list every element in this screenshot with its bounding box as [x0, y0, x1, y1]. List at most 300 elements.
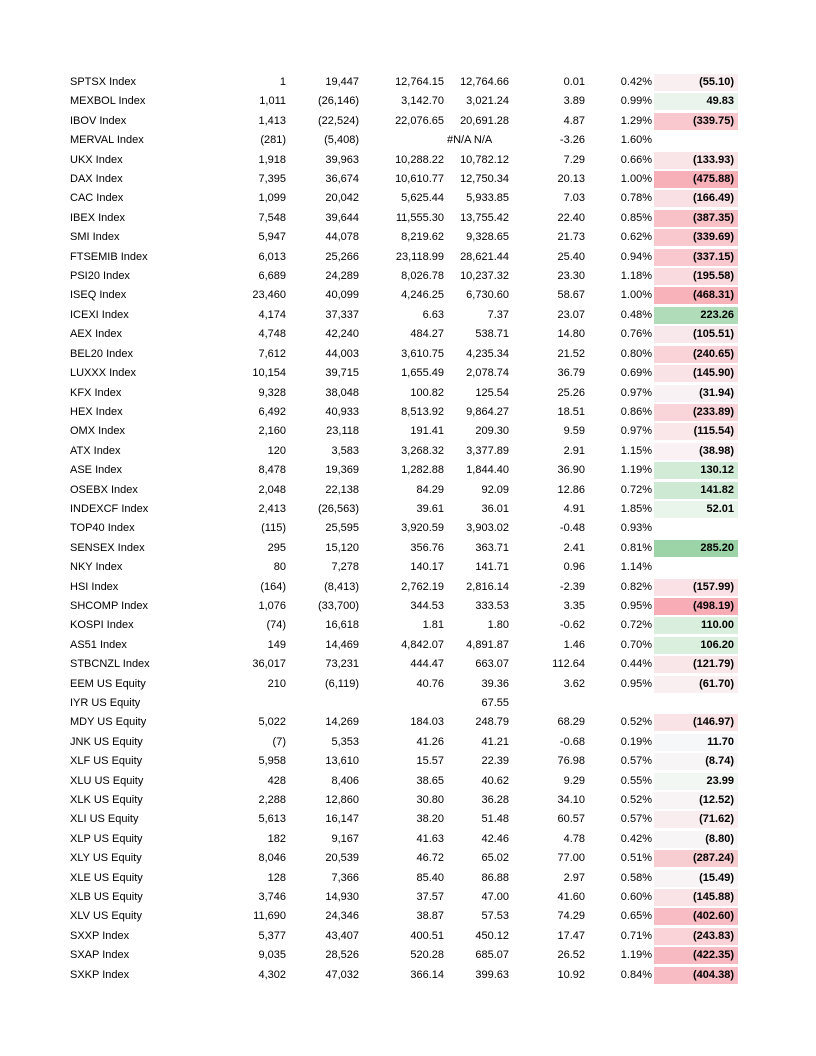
- value-cell: 1,844.40: [466, 464, 509, 477]
- value-cell: 12,764.15: [395, 76, 444, 88]
- value-cell: (33,700): [318, 599, 359, 612]
- value-cell: 7,612: [258, 347, 286, 360]
- value-cell: 25.26: [557, 386, 585, 399]
- value-cell: 0.60%: [620, 891, 652, 904]
- value-cell: 3.35: [563, 599, 585, 612]
- value-cell: 140.17: [410, 561, 444, 574]
- value-cell: 333.53: [475, 599, 509, 612]
- value-cell: 0.94%: [620, 250, 652, 263]
- pnl-cell: (38.98): [654, 443, 738, 460]
- table-row: [62, 830, 742, 849]
- value-cell: 10,237.32: [460, 270, 509, 283]
- table-row: [62, 927, 742, 946]
- value-cell: 5,947: [258, 231, 286, 244]
- value-cell: 4,891.87: [466, 638, 509, 651]
- value-cell: 4,246.25: [401, 289, 444, 302]
- value-cell: 16,618: [325, 619, 359, 632]
- table-row: [62, 636, 742, 655]
- table-row: [62, 772, 742, 791]
- value-cell: 363.71: [475, 541, 509, 554]
- value-cell: 19,447: [325, 76, 359, 88]
- value-cell: 344.53: [410, 599, 444, 612]
- value-cell: 1,011: [259, 95, 286, 108]
- value-cell: 36.79: [557, 367, 585, 380]
- value-cell: 120: [267, 444, 286, 457]
- value-cell: 6,013: [258, 250, 286, 263]
- value-cell: 3,142.70: [401, 95, 444, 108]
- value-cell: 399.63: [475, 968, 509, 981]
- ticker-cell: SXXP Index: [70, 929, 130, 942]
- value-cell: 86.88: [481, 871, 509, 884]
- value-cell: 7.37: [487, 308, 509, 321]
- ticker-cell: KOSPI Index: [70, 619, 134, 632]
- pnl-cell: (195.58): [654, 268, 738, 285]
- value-cell: 23.07: [557, 308, 585, 321]
- table-row: [62, 481, 742, 500]
- table-row: [62, 73, 742, 92]
- value-cell: 38.87: [416, 910, 444, 923]
- value-cell: 14,930: [325, 891, 359, 904]
- pnl-cell: (61.70): [654, 676, 738, 693]
- value-cell: 47,032: [325, 968, 359, 981]
- value-cell: 0.66%: [620, 153, 652, 166]
- value-cell: 8,046: [258, 852, 286, 865]
- table-row: [62, 558, 742, 577]
- value-cell: 3.62: [563, 677, 585, 690]
- value-cell: 38,048: [325, 386, 359, 399]
- value-cell: 2,413: [258, 502, 286, 515]
- value-cell: 46.72: [416, 852, 444, 865]
- value-cell: 41.21: [481, 735, 509, 748]
- ticker-cell: JNK US Equity: [70, 735, 143, 748]
- value-cell: 42,240: [325, 328, 359, 341]
- pnl-cell: 223.26: [654, 307, 738, 324]
- ticker-cell: AS51 Index: [70, 638, 127, 651]
- value-cell: 19,369: [325, 464, 359, 477]
- value-cell: 60.57: [557, 813, 585, 826]
- value-cell: 191.41: [410, 425, 444, 438]
- pnl-cell: 11.70: [654, 734, 738, 751]
- value-cell: 0.42%: [620, 832, 652, 845]
- value-cell: 112.64: [552, 658, 585, 671]
- value-cell: 37,337: [325, 308, 359, 321]
- value-cell: 92.09: [481, 483, 509, 496]
- value-cell: 125.54: [475, 386, 509, 399]
- value-cell: 39,715: [325, 367, 359, 380]
- value-cell: 9,328.65: [466, 231, 509, 244]
- value-cell: 0.72%: [620, 619, 652, 632]
- value-cell: 9,864.27: [466, 405, 509, 418]
- value-cell: (6,119): [324, 677, 359, 690]
- value-cell: 0.65%: [620, 910, 652, 923]
- value-cell: 0.99%: [620, 95, 652, 108]
- pnl-cell: (121.79): [654, 656, 738, 673]
- ticker-cell: STBCNZL Index: [70, 658, 150, 671]
- value-cell: 0.19%: [620, 735, 652, 748]
- value-cell: 22,138: [325, 483, 359, 496]
- pnl-cell: (287.24): [654, 850, 738, 867]
- value-cell: 4,748: [258, 328, 286, 341]
- table-row: [62, 597, 742, 616]
- pnl-cell: 52.01: [654, 501, 738, 518]
- value-cell: 47.00: [481, 891, 509, 904]
- value-cell: 44,003: [325, 347, 359, 360]
- table-row: [62, 946, 742, 965]
- value-cell: 0.55%: [620, 774, 652, 787]
- ticker-cell: UKX Index: [70, 153, 123, 166]
- value-cell: 42.46: [481, 832, 509, 845]
- table-row: [62, 869, 742, 888]
- value-cell: 76.98: [557, 755, 585, 768]
- value-cell: 1,655.49: [401, 367, 444, 380]
- ticker-cell: XLK US Equity: [70, 794, 143, 807]
- value-cell: 2.41: [563, 541, 585, 554]
- value-cell: 0.69%: [620, 367, 652, 380]
- value-cell: 184.03: [410, 716, 444, 729]
- table-row: [62, 849, 742, 868]
- value-cell: 3,903.02: [466, 522, 509, 535]
- value-cell: 28,526: [325, 949, 359, 962]
- value-cell: 41.26: [416, 735, 444, 748]
- pnl-cell: (404.38): [654, 967, 738, 984]
- value-cell: 10,154: [252, 367, 286, 380]
- value-cell: 25,595: [325, 522, 359, 535]
- value-cell: 22.39: [481, 755, 509, 768]
- value-cell: 25,266: [325, 250, 359, 263]
- table-row: [62, 422, 742, 441]
- value-cell: 5,377: [258, 929, 286, 942]
- value-cell: 0.52%: [620, 716, 652, 729]
- value-cell: 1.15%: [620, 444, 652, 457]
- value-cell: -3.26: [559, 134, 585, 147]
- value-cell: 0.86%: [620, 405, 652, 418]
- ticker-cell: IBEX Index: [70, 211, 126, 224]
- pnl-cell: (339.69): [654, 229, 738, 246]
- table-row: [62, 228, 742, 247]
- value-cell: 0.48%: [620, 308, 652, 321]
- ticker-cell: XLB US Equity: [70, 891, 143, 904]
- table-row: [62, 616, 742, 635]
- table-row: [62, 131, 742, 150]
- value-cell: 9,328: [258, 386, 286, 399]
- value-cell: 80: [273, 561, 286, 574]
- value-cell: 57.53: [481, 910, 509, 923]
- table-row: [62, 752, 742, 771]
- value-cell: 36,017: [252, 658, 286, 671]
- value-cell: 12,860: [325, 794, 359, 807]
- value-cell: 0.44%: [620, 658, 652, 671]
- value-cell: 36.90: [557, 464, 585, 477]
- ticker-cell: SHCOMP Index: [70, 599, 149, 612]
- pnl-cell: (422.35): [654, 947, 738, 964]
- value-cell: 6,730.60: [466, 289, 509, 302]
- value-cell: 0.85%: [620, 211, 652, 224]
- value-cell: 7.29: [563, 153, 585, 166]
- ticker-cell: AEX Index: [70, 328, 122, 341]
- value-cell: 12,750.34: [460, 173, 509, 186]
- value-cell: 1.80: [487, 619, 509, 632]
- value-cell: 10,610.77: [395, 173, 444, 186]
- value-cell: 149: [267, 638, 286, 651]
- value-cell: 3,268.32: [401, 444, 444, 457]
- ticker-cell: IBOV Index: [70, 114, 127, 127]
- pnl-cell: (15.49): [654, 870, 738, 887]
- value-cell: 58.67: [557, 289, 585, 302]
- value-cell: 0.01: [563, 76, 585, 88]
- value-cell: 21.52: [557, 347, 585, 360]
- table-row: [62, 151, 742, 170]
- value-cell: 30.80: [416, 794, 444, 807]
- value-cell: 5,022: [258, 716, 286, 729]
- value-cell: (5,408): [324, 134, 359, 147]
- value-cell: 40.62: [481, 774, 509, 787]
- ticker-cell: XLF US Equity: [70, 755, 143, 768]
- value-cell: 0.95%: [620, 599, 652, 612]
- value-cell: 685.07: [475, 949, 509, 962]
- ticker-cell: SXAP Index: [70, 949, 130, 962]
- pnl-cell: (55.10): [654, 74, 738, 91]
- value-cell: 7,395: [258, 173, 286, 186]
- value-cell: 1.60%: [620, 134, 652, 147]
- value-cell: 141.71: [475, 561, 509, 574]
- value-cell: 1,076: [258, 599, 286, 612]
- value-cell: 3,920.59: [401, 522, 444, 535]
- value-cell: 10,782.12: [460, 153, 509, 166]
- value-cell: 13,610: [325, 755, 359, 768]
- pnl-cell: (468.31): [654, 287, 738, 304]
- ticker-cell: PSI20 Index: [70, 270, 130, 283]
- value-cell: 1,918: [258, 153, 286, 166]
- value-cell: 428: [267, 774, 286, 787]
- value-cell: 65.02: [481, 852, 509, 865]
- value-cell: 3,021.24: [466, 95, 509, 108]
- value-cell: 5,958: [258, 755, 286, 768]
- value-cell: -2.39: [559, 580, 585, 593]
- pnl-cell: 49.83: [654, 93, 738, 110]
- pnl-cell: (339.75): [654, 113, 738, 130]
- pnl-cell: [654, 695, 738, 712]
- table-row: [62, 170, 742, 189]
- value-cell: 0.70%: [620, 638, 652, 651]
- table-row: [62, 888, 742, 907]
- pnl-cell: (31.94): [654, 385, 738, 402]
- pnl-cell: (71.62): [654, 811, 738, 828]
- pnl-cell: 110.00: [654, 617, 738, 634]
- value-cell: 2.91: [563, 444, 585, 457]
- value-cell: 12,764.66: [460, 76, 509, 88]
- pnl-cell: (240.65): [654, 346, 738, 363]
- value-cell: 1.46: [563, 638, 585, 651]
- ticker-cell: OSEBX Index: [70, 483, 138, 496]
- value-cell: 484.27: [410, 328, 444, 341]
- value-cell: 74.29: [557, 910, 585, 923]
- pnl-cell: (402.60): [654, 908, 738, 925]
- value-cell: 1,282.88: [401, 464, 444, 477]
- ticker-cell: HSI Index: [70, 580, 119, 593]
- value-cell: 3,377.89: [466, 444, 509, 457]
- table-row: [62, 655, 742, 674]
- value-cell: 15,120: [325, 541, 359, 554]
- value-cell: 17.47: [557, 929, 585, 942]
- value-cell: 14,269: [325, 716, 359, 729]
- ticker-cell: ATX Index: [70, 444, 121, 457]
- ticker-cell: INDEXCF Index: [70, 502, 149, 515]
- table-row: [62, 539, 742, 558]
- value-cell: 51.48: [481, 813, 509, 826]
- value-cell: 41.60: [557, 891, 585, 904]
- value-cell: 44,078: [325, 231, 359, 244]
- value-cell: 4.87: [563, 114, 585, 127]
- table-row: [62, 713, 742, 732]
- value-cell: 0.57%: [620, 755, 652, 768]
- value-cell: 38.65: [416, 774, 444, 787]
- value-cell: 0.52%: [620, 794, 652, 807]
- value-cell: 1,413: [258, 114, 286, 127]
- value-cell: 400.51: [410, 929, 444, 942]
- value-cell: 0.57%: [620, 813, 652, 826]
- value-cell: 39.61: [416, 502, 444, 515]
- value-cell: 7,366: [331, 871, 359, 884]
- pnl-cell: 106.20: [654, 637, 738, 654]
- value-cell: 20,539: [325, 852, 359, 865]
- table-row: [62, 345, 742, 364]
- value-cell: 0.72%: [620, 483, 652, 496]
- value-cell: 36,674: [325, 173, 359, 186]
- pnl-cell: (115.54): [654, 423, 738, 440]
- value-cell: 248.79: [475, 716, 509, 729]
- table-row: [62, 442, 742, 461]
- value-cell: 7,278: [331, 561, 359, 574]
- value-cell: 85.40: [416, 871, 444, 884]
- table-row: [62, 733, 742, 752]
- pnl-cell: (105.51): [654, 326, 738, 343]
- pnl-cell: (12.52): [654, 792, 738, 809]
- value-cell: 38.20: [416, 813, 444, 826]
- value-cell: 8,513.92: [401, 405, 444, 418]
- value-cell: 15.57: [416, 755, 444, 768]
- value-cell: 2.97: [563, 871, 585, 884]
- value-cell: 21.73: [557, 231, 585, 244]
- value-cell: 2,078.74: [466, 367, 509, 380]
- value-cell: 16,147: [325, 813, 359, 826]
- value-cell: 23,118.99: [395, 250, 444, 263]
- pnl-cell: (157.99): [654, 579, 738, 596]
- value-cell: 36.01: [481, 502, 509, 515]
- ticker-cell: FTSEMIB Index: [70, 250, 148, 263]
- value-cell: 22.40: [557, 211, 585, 224]
- value-cell: 0.51%: [620, 852, 652, 865]
- pnl-cell: (387.35): [654, 210, 738, 227]
- value-cell: 1.14%: [620, 561, 652, 574]
- value-cell: 4,302: [258, 968, 286, 981]
- value-cell: 20,691.28: [460, 114, 509, 127]
- value-cell: 1.19%: [620, 949, 652, 962]
- table-row: [62, 675, 742, 694]
- value-cell: 24,346: [325, 910, 359, 923]
- value-cell: 36.28: [481, 794, 509, 807]
- value-cell: 0.82%: [620, 580, 652, 593]
- value-cell: 23.30: [557, 270, 585, 283]
- value-cell: 1.81: [422, 619, 444, 632]
- value-cell: 84.29: [416, 483, 444, 496]
- value-cell: -0.48: [559, 522, 585, 535]
- value-cell: 3,583: [331, 444, 359, 457]
- value-cell: 128: [267, 871, 286, 884]
- ticker-cell: SPTSX Index: [70, 76, 137, 88]
- pnl-cell: (166.49): [654, 190, 738, 207]
- table-row: [62, 267, 742, 286]
- value-cell: 4.91: [563, 502, 585, 515]
- value-cell: 0.80%: [620, 347, 652, 360]
- value-cell: 1.85%: [620, 502, 652, 515]
- ticker-cell: EEM US Equity: [70, 677, 146, 690]
- ticker-cell: XLY US Equity: [70, 852, 142, 865]
- value-cell: 450.12: [475, 929, 509, 942]
- pnl-cell: 285.20: [654, 540, 738, 557]
- value-cell: 9.29: [563, 774, 585, 787]
- ticker-cell: SENSEX Index: [70, 541, 145, 554]
- value-cell: 0.84%: [620, 968, 652, 981]
- value-cell: (7): [272, 735, 286, 748]
- pnl-cell: (243.83): [654, 928, 738, 945]
- table-row: [62, 810, 742, 829]
- value-cell: 67.55: [481, 697, 509, 709]
- value-cell: 40,933: [325, 405, 359, 418]
- table-row: [62, 189, 742, 208]
- table-row: [62, 384, 742, 403]
- value-cell: 23,460: [252, 289, 286, 302]
- ticker-cell: XLP US Equity: [70, 832, 143, 845]
- value-cell: 0.76%: [620, 328, 652, 341]
- pnl-cell: (8.74): [654, 753, 738, 770]
- ticker-cell: OMX Index: [70, 425, 126, 438]
- pnl-cell: 141.82: [654, 482, 738, 499]
- value-cell: 663.07: [475, 658, 509, 671]
- value-cell: 209.30: [475, 425, 509, 438]
- value-cell: 8,478: [258, 464, 286, 477]
- value-cell: 5,625.44: [401, 192, 444, 205]
- table-row: [62, 791, 742, 810]
- value-cell: 6,492: [258, 405, 286, 418]
- table-row: [62, 248, 742, 267]
- value-cell: 4,842.07: [401, 638, 444, 651]
- pnl-cell: (475.88): [654, 171, 738, 188]
- ticker-cell: ICEXI Index: [70, 308, 129, 321]
- value-cell: 7,548: [258, 211, 286, 224]
- value-cell: 100.82: [410, 386, 444, 399]
- value-cell: 5,613: [258, 813, 286, 826]
- table-row: [62, 519, 742, 538]
- value-cell: (26,563): [318, 502, 359, 515]
- table-row: [62, 112, 742, 131]
- value-cell: 8,219.62: [401, 231, 444, 244]
- value-cell: 0.81%: [620, 541, 652, 554]
- value-cell: 11,690: [253, 910, 286, 923]
- ticker-cell: CAC Index: [70, 192, 124, 205]
- pnl-cell: (498.19): [654, 598, 738, 615]
- spreadsheet: [62, 73, 742, 985]
- value-cell: 1.00%: [620, 289, 652, 302]
- value-cell: 5,353: [331, 735, 359, 748]
- table-row: [62, 966, 742, 985]
- ticker-cell: ISEQ Index: [70, 289, 127, 302]
- value-cell: 2,160: [258, 425, 286, 438]
- ticker-cell: XLU US Equity: [70, 774, 144, 787]
- ticker-cell: XLE US Equity: [70, 871, 143, 884]
- value-cell: 2,762.19: [401, 580, 444, 593]
- value-cell: 68.29: [557, 716, 585, 729]
- table-row: [62, 500, 742, 519]
